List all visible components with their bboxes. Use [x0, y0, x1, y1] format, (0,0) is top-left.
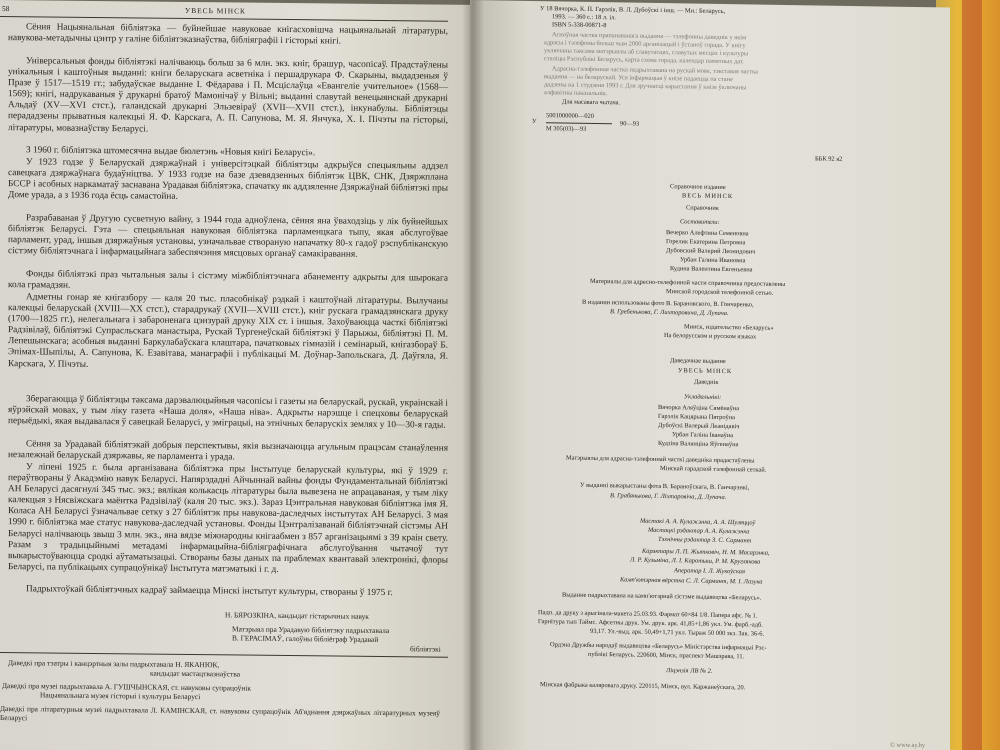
abstract-line: Для масавага чытача. [562, 98, 621, 107]
paragraph: Універсальныя фонды бібліятэкі налічваюць больш за 6 млн. экз. кніг, брашур, часопісаў. Прадстаўлены унікальныя і каштоўныя выданні: кніги беларускага асветніка і першадрукара Ф. Скарыны, выдадзеныя ў Празе ў 1517—1519 гг.; забудаўскае выданне І. Фёдарава і П. Мсціслаўца «Евангеліе учительное» (1568—1569); кнігі, надрукаваныя ў друкарні братоў Мамонічаў у Вільні; выданні славутай венецыянскай друкарні Альдаў (XV—XVI стст.), галандскай друкарні Эльзевіраў (XVII—XVII стст.), інкунабулы. Бібліятэцы перададзены прыватныя калекцыі Я. Ф. Карскага, А. П. Сапунова, М. Я. Янчука, Х. І. Пічэты па гісторыі, літаратуры, мовазнаўству Беларусі. [8, 56, 448, 135]
cip-line: У 18 Вячорка, К. П. Гарэлік, В. Л. Дубоўскі і інш. — Мн.: Беларусь, [540, 5, 726, 16]
running-head: УВЕСЬ МІНСК [185, 5, 246, 16]
credit-line: Л. Р. Кузьміна, Л. І. Каротыш, Р. М. Круглякова [630, 556, 761, 566]
by-name: Вячорка Аляўціна Сямёнаўна [658, 403, 740, 413]
by-title: УВЕСЬ МІНСК [678, 367, 733, 376]
by-line: У выданні выкарыстаны фота В. Бараноўскага, В. Ганчарэнкі, [580, 481, 750, 492]
print-line: Мінская фабрыка каляровага друку. 220115, Мінск, вул. Каржанеўскага, 20. [540, 681, 746, 692]
page-number: 58 [2, 4, 10, 14]
abstract-line: алфавітны паказальнік. [544, 89, 608, 98]
by-line: Даведнік [694, 378, 719, 386]
credit-line: Тэхнічны рэдактар З. С. Сармант [658, 535, 752, 545]
by-name: Дубоўскі Валерый Леанідавіч [658, 421, 740, 431]
by-line: Мінскай гарадской тэлефоннай сеткай. [660, 464, 767, 474]
ru-line: Справочное издание [670, 183, 726, 192]
ru-name: Дубовский Валерий Леонидович [666, 247, 756, 256]
paragraph: У ліпені 1925 г. была арганізавана бібліятэка пры Інстытуце беларускай культуры, які ў 1929 г. пераўтвораны ў Акадэмію навук Беларусі. Напярэдадні Айчыннай вайны фонды Фундаментальнай бібліятэкі АН Беларусі дасягнулі 345 тыс. экз.; вялікая колькасць літаратуры была вывезена не апрацаваная, у тым ліку калекцыя з Нясвіжскага маёнтка Радзівілаў (каля 20 тыс. экз.). Зараз Цэнтральная навуковая бібліятэка імя Я. Коласа АН Беларусі ўзначальвае сетку з 27 бібліятэк пры навукова-даследчых інстытутах АН Беларусі. З мая 1990 г. бібліятэка мае статус навукова-даследчай установы. Фонды Цэнтралізаванай бібліятэчнай сістэмы АН Беларусі налічваюць звыш 3 млн. экз., яна вядзе міжнародны кнігаабмен з 857 арганізацыямі з 39 краін свету. Разам з традыцыйнымі метадамі інфармацыйна-бібліяграфічнага абслугоўвання чытачоў тут выкарыстоўваюцца сродкі аўтаматызацыі. Створаны базы даных па праблемах квантавай электронікі, флоры Беларусі, па публікацыях супрацоўнікаў Інстытута матэматыкі і г. д. [8, 462, 448, 575]
credit-line: Аператар І. Л. Жукоўская [674, 567, 745, 576]
by-line: Даведачнае выданне [670, 357, 726, 366]
paragraph: Сёння Нацыянальная бібліятэка — буйнейшае навуковае кнігасховішча нацыянальнай літаратуры, навукова-метадычны цэнтр у галіне бібліятэказнаўства, бібліяграфіі і гісторыі кнігі. [8, 22, 448, 47]
credit-line: Камп'ютэрная вёрстка С. Л. Сармант, М. І. Лазука [620, 576, 763, 586]
code-u: У [532, 117, 537, 126]
footer-note: Нацыянальнага музея гісторыі і культуры Беларусі [40, 690, 201, 702]
ru-line: Материалы для адресно-телефонной части справочника предоставлены [590, 277, 786, 288]
ru-line: В. Гребенькова, Г. Лихторовича, Д. Лупача. [610, 308, 729, 318]
print-line: публікі Беларусь. 220600, Мінск, праспект Машэрава, 11. [588, 650, 745, 661]
by-name: Гарэлік Кацярына Пятроўна [658, 412, 736, 422]
ru-line: Минской городской телефонной сетью. [666, 288, 774, 297]
typeset-note: Выданне падрыхтавана на камп'ютэрнай сістэме выдавецтва «Беларусь». [562, 591, 762, 602]
abstract-line: уключаны таксама матэрыялы аб славутасцях, славутых месцах і культуры [544, 47, 749, 58]
ru-title: ВЕСЬ МИНСК [682, 192, 734, 201]
code-1: 5001000000—020 [546, 112, 594, 120]
footer-note: Даведкі пра музеі падрыхтавала А. ГУШЧЫНСКАЯ, ст. навуковы супрацоўнік [2, 681, 251, 693]
abstract-line: сталіцы Рэспублікі Беларусь, карта схема горада, календар памятных дат. [544, 55, 744, 66]
by-line: Укладальнікі: [684, 393, 722, 401]
print-line: Гарнітура тып Таймс. Афсетны друк. Ум. друк. арк. 41,85+1,86 укл. Ум. фарб.-адб. [538, 618, 763, 629]
abstract-line: адрасы і тэлефоны больш чым 2000 арганізацый і ўстаноў горада. У кнігу [544, 39, 746, 50]
cip-line: ISBN 5-338-00871-8 [552, 21, 607, 30]
ru-name: Кудина Валентина Евгеньевна [670, 265, 753, 274]
print-line: Падп. да друку з арыгінала-макета 25.03.93. Фармат 60×84 1/8. Папера афс. № 1. [538, 609, 758, 620]
watermark: © www.ay.by [890, 741, 926, 750]
paragraph: Зберагаюцца ў бібліятэцы таксама дарэвалюцыйныя часопісы і газеты на беларускай, рускай, украінскай і яўрэйскай мовах, у тым ліку газета «Наша доля», «Наша ніва». Адкрыты нарэшце і спецховы беларускай перыёдыкі, якая выдавалася ў савецкай Беларусі, у эміграцыі, на этнічных беларускіх землях у 10—30-я гады. [8, 394, 448, 431]
footer-note: Даведкі пра тэатры і канцэртныя залы падрыхтавала Н. ЯКАНЮК, [8, 658, 220, 670]
abstract-line: дадзены на 1 студзеня 1993 г. Для зручнасці карыстання ў кнізе ўключаны [544, 81, 747, 92]
abstract-line: Адрасна-тэлефонная частка падрыхтавана на рускай мове, тэкставая частка [552, 65, 758, 76]
credit-line: Мастакі А. А. Кулажэнка, А. А. Шуляццоў [640, 517, 756, 527]
abstract-line: Асноўная частка прапанаванага выдання — тэлефонны даведнік у якім [552, 31, 747, 42]
footer-rule [0, 652, 448, 658]
book-gutter [462, 0, 484, 750]
paragraph: Адметны гонар яе кнігазбору — каля 20 тыс. пласобнікаў рэдкай і каштоўнай літаратуры. Вылучаны калекцыі беларускай (XVIII—XX стст.), старадрукаў (XVII—XVIII стст.), кніг рускага грамадзянскага друку (1700—1825 гг.), нелегальнага і забароненага цэнзурай друку XIX ст. і іншыя. Захоўваюцца часткі бібліятэкі Радзівілаў, бібліятэкі Супрасльскага манастыра, Рускай Тургенеўскай бібліятэкі ў Парыжы, бібліятэкі П. М. Лепешынскага; асобныя выданні Баркулабаўскага клаштара, пачатковых гімназій і семінарый, кнігазбораў Б. Эпімах-Шыпілы, А. Сапунова, К. Езавітава, манаграфіі і публікацыі М. Доўнар-Запольскага, Д. Даўгяла, Я. Карскага, У. Пічэты. [8, 292, 448, 370]
ru-name: Урбан Галина Ивановна [680, 256, 746, 265]
abstract-line: выдання — на беларускай. Уся інфармацыя ў кнізе падаецца па станe [544, 73, 733, 84]
paragraph: Фонды бібліятэкі праз чытальныя залы і сістэму міжбібліятэчнага абанементу адкрыты для шырокага кола грамадзян. [8, 269, 448, 291]
head-rule [0, 16, 448, 22]
by-name: Кудзіна Валянціна Яўгенаўна [658, 439, 739, 449]
bbk-code: ББК 92 я2 [815, 155, 843, 163]
footer-note: кандыдат мастацтвазнаўства [150, 668, 241, 679]
code-rule [546, 122, 612, 124]
left-page [0, 0, 470, 750]
print-line: Ордэна Дружбы народаў выдавецтва «Беларусь» Міністэрства інфармацыі Рэс- [550, 641, 767, 652]
ru-name: Горелик Екатерина Петровна [666, 238, 746, 247]
paragraph: З 1960 г. бібліятэка штомесячна выдае бюлетэнь «Новыя кнігі Беларусі». [26, 145, 316, 159]
code-3: 90—93 [620, 120, 640, 128]
paragraph: Падрыхтоўкай бібліятэчных кадраў займаецца Мінскі інстытут культуры, створаны ў 1975 г. [26, 584, 393, 599]
signature: бібліятэкі [410, 644, 441, 654]
paragraph: Разрабаваная ў Другую сусветную вайну, з 1944 года адноўлена, сёння яна ўваходзіць у лік буйнейшых бібліятэк Беларусі. Гэта — спецыяльная навуковая бібліятэка парламенцкага тыпу, якая абслугоўвае парламент, урад, іншыя дзяржаўныя установы, узначальвае створаную напачатку 80-х гадоў рэспубліканскую сістэму бібліятэчнага і інфармацыйнага забеспячэння мясцовых органаў самакіравання. [8, 213, 448, 261]
signature: Н. БЯРОЗКІНА, кандыдат гістарычных навук [225, 610, 369, 621]
signature: В. ГЕРАСІМАЎ, галоўны бібліёграф Урадавай [232, 633, 379, 644]
license-line: Ліцэнзія ЛВ № 2. [666, 667, 713, 675]
paragraph: Сёння за Урадавай бібліятэкай добрыя перспектывы, якія вызначаюцца агульным працэсам станаўлення незалежнай беларускай дзяржавы, яе парламента і урада. [8, 439, 448, 463]
by-line: В. Грабянькова, Г. Ліхтаровіча, Д. Лупача. [610, 492, 727, 502]
credit-line: Мастацкі рэдактар А. А. Кулажэнка [648, 526, 750, 536]
signature: Матэрыял пра Урадавую бібліятэку падрыхтавала [232, 624, 390, 636]
book-cover-stripe [962, 0, 982, 750]
cip-line: 1993. — 360 с.: 18 л. іл. [552, 13, 616, 22]
ru-line: В издании использованы фото В. Барановского, В. Гончаренко, [582, 298, 754, 309]
ru-line: Минск, издательство «Беларусь» [684, 323, 774, 332]
ru-line: Составители: [680, 218, 720, 226]
ru-line: Справочник [686, 204, 719, 212]
credit-line: Карэктары Л. П. Жытковіч, Н. М. Масарэнка, [642, 547, 770, 557]
paragraph: У 1923 годзе ў Беларускай дзяржаўнай і універсітэцкай бібліятэцы адкрыўся спецыяльны аддзел савецкага дзяржаўнага будаўніцтва. У 1933 годзе на базе дзевядзенных бібліятэк ЦВК, СНК, Дзяржплана БССР і асобных наркаматаў заснавана Урадавая бібліятэка, спачатку як аддзяленне Дзяржаўнай бібліятэкі пры Доме урада, а з 1936 года ёсць самастойна. [8, 157, 448, 203]
right-page [470, 0, 950, 750]
by-name: Урбан Галіна Іванаўна [672, 431, 734, 440]
footer-note: Даведкі пра літаратурныя музеі падрыхтавала Л. КАМІНСКАЯ, ст. навуковы супрацоўнік Аб'яднання дзяржаўных літаратурных музеяў Беларусі [0, 704, 440, 723]
print-line: 93,17. Ул.-выд. арк. 50,49+1,71 укл. Тыраж 50 000 экз. Зак. 36-6. [590, 627, 765, 638]
code-2: М 305(03)—93 [546, 125, 587, 133]
ru-line: На белорусском и русском языках [664, 332, 757, 341]
by-line: Матэрыялы для адрасна-тэлефоннай часткі даведніка прадастаўлены [566, 454, 755, 465]
ru-name: Вечерко Алефтина Семеновна [666, 229, 749, 238]
